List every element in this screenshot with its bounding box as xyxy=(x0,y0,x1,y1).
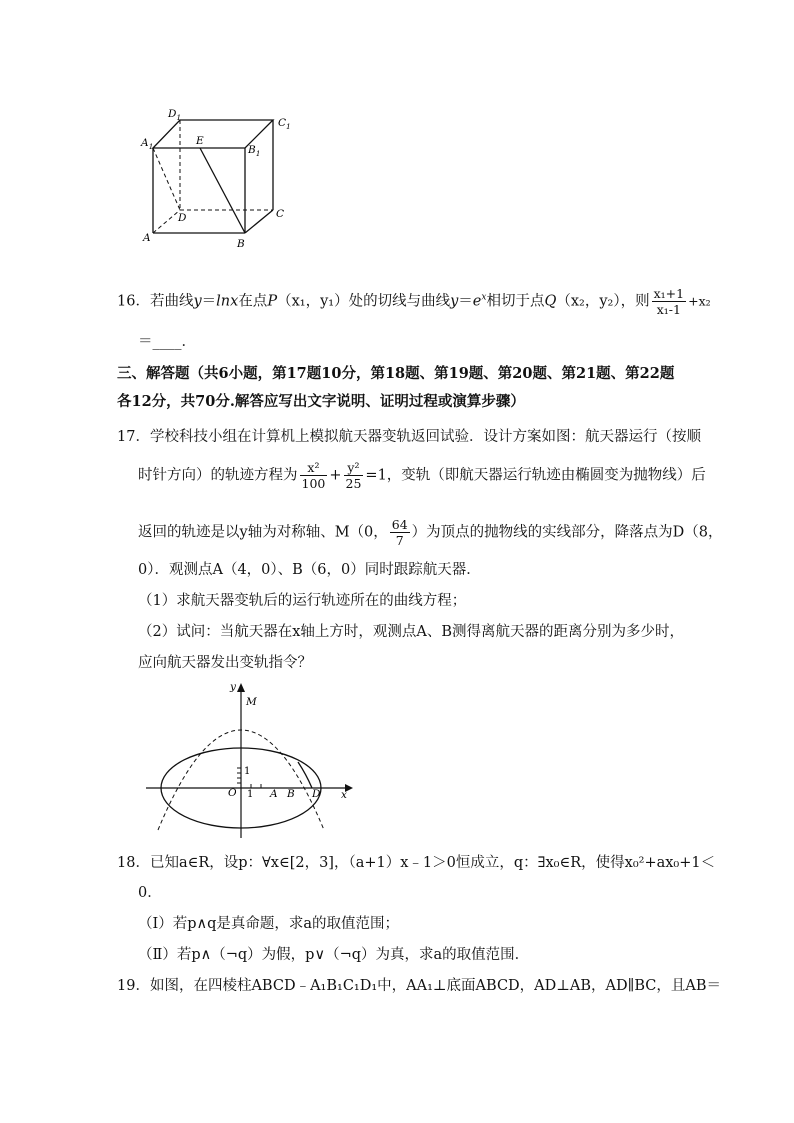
label-o: O xyxy=(228,787,237,799)
label-y: y xyxy=(230,681,236,693)
label-y1: 1 xyxy=(244,766,251,777)
label-d-point: D xyxy=(312,788,321,800)
question-17-line3: 返回的轨迹是以y轴为对称轴、M（0， $\frac{64}{7}$ ）为顶点的抛物线的实线部分，降落点为D（8， xyxy=(138,517,723,548)
question-18-sub2: （Ⅱ）若p∧（¬q）为假，p∨（¬q）为真，求a的取值范围． xyxy=(138,947,530,963)
q16-fraction: $\frac{\text{x₁+1}}{\text{x₁-1}}$ xyxy=(653,286,685,317)
label-x1: 1 xyxy=(247,789,254,800)
parabola-solid xyxy=(298,762,312,788)
question-17-sub2-cont: 应向航天器发出变轨指令？ xyxy=(138,655,312,671)
question-17-line2: 时针方向）的轨迹方程为 $\frac{\text{x²}}{100}$ + $\frac{\text{y²}}{25}$ =1，变轨（即航天器运行轨迹由椭圆变为抛物线）后 xyxy=(138,460,706,491)
question-18-sub1: （Ⅰ）若p∧q是真命题，求a的取值范围； xyxy=(138,916,400,932)
label-a-point: A xyxy=(270,788,278,800)
orbit-figure xyxy=(140,678,365,840)
label-m: M xyxy=(246,696,257,708)
question-16-answer-blank: ＝____． xyxy=(138,334,196,350)
section-3-heading: 三、解答题（共6小题，第17题10分，第18题、第19题、第20题、第21题、第22题 xyxy=(117,365,675,382)
cube-edge-ad xyxy=(153,210,180,233)
section-3-heading-line2: 各12分，共70分.解答应写出文字说明、证明过程或演算步骤） xyxy=(117,393,525,410)
label-e: E xyxy=(196,135,204,147)
label-d1: $D_1$ xyxy=(168,108,182,122)
label-b-point: B xyxy=(287,788,295,800)
label-d: D xyxy=(178,212,187,224)
question-16: 16．若曲线y＝lnx在点P（x₁，y₁）处的切线与曲线$y=e^x$相切于点Q（x₂，y₂），则 $\frac{\text{x₁+1}}{\text{x₁-1}}$ +x₂ xyxy=(117,286,711,317)
cube-edge-bc xyxy=(245,210,273,233)
label-c: C xyxy=(276,208,285,220)
question-19-line1: 19．如图，在四棱柱ABCD﹣A₁B₁C₁D₁中，AA₁⊥底面ABCD，AD⊥AB，AD∥BC，且AB＝ xyxy=(117,978,721,994)
label-b1: $B_1$ xyxy=(248,144,261,158)
question-17-line1: 17．学校科技小组在计算机上模拟航天器变轨返回试验．设计方案如图：航天器运行（按顺 xyxy=(117,429,701,445)
label-x: x xyxy=(341,789,347,801)
question-17-sub2: （2）试问：当航天器在x轴上方时，观测点A、B测得离航天器的距离分别为多少时， xyxy=(138,624,685,640)
cube-segment-a1d xyxy=(153,148,180,210)
cube-segment-eb xyxy=(200,148,245,233)
question-17-line4: 0）．观测点A（4，0）、B（6，0）同时跟踪航天器． xyxy=(138,562,481,578)
question-18-line1: 18．已知a∈R，设p：∀x∈[2，3]，（a+1）x﹣1＞0恒成立，q：∃x₀∈R，使得x₀²+ax₀+1＜ xyxy=(117,855,716,871)
question-17-sub1: （1）求航天器变轨后的运行轨迹所在的曲线方程； xyxy=(138,593,467,609)
question-18-line1b: 0． xyxy=(138,885,162,901)
label-a1: $A_1$ xyxy=(141,137,154,151)
cube-figure xyxy=(130,100,300,260)
label-b: B xyxy=(237,238,245,250)
label-a: A xyxy=(143,232,151,244)
label-c1: $C_1$ xyxy=(278,117,291,131)
y-axis-arrow xyxy=(237,683,245,692)
